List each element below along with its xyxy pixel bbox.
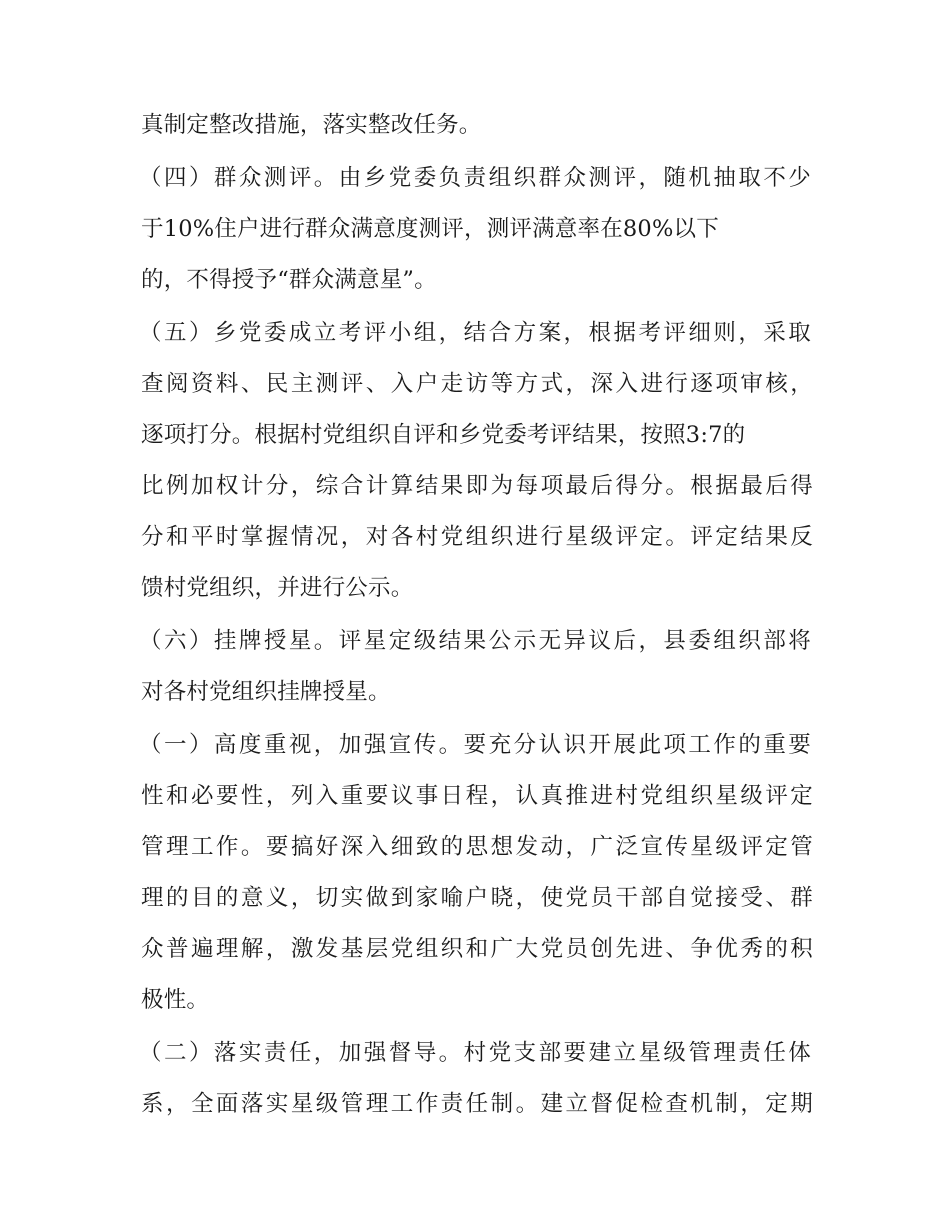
text-line-15: 管理工作。要搞好深入细致的思想发动，广泛宣传星级评定管 bbox=[141, 834, 813, 860]
text-line-18: 极性。 bbox=[141, 987, 210, 1013]
text-line-2: （四）群众测评。由乡党委负责组织群众测评，随机抽取不少 bbox=[139, 165, 811, 191]
text-line-20: 系，全面落实星级管理工作责任制。建立督促检查机制，定期 bbox=[141, 1091, 813, 1117]
text-line-10: 馈村党组织，并进行公示。 bbox=[141, 575, 414, 601]
text-line-19: （二）落实责任，加强督导。村党支部要建立星级管理责任体 bbox=[139, 1040, 811, 1066]
text-line-6: 查阅资料、民主测评、入户走访等方式，深入进行逐项审核， bbox=[141, 371, 813, 397]
text-line-12: 对各村党组织挂牌授星。 bbox=[141, 679, 391, 705]
text-line-1: 真制定整改措施，落实整改任务。 bbox=[141, 112, 482, 138]
text-line-4: 的，不得授予“群众满意星”。 bbox=[141, 267, 437, 293]
text-line-11: （六）挂牌授星。评星定级结果公示无异议后，县委组织部将 bbox=[139, 628, 811, 654]
text-line-17: 众普遍理解，激发基层党组织和广大党员创先进、争优秀的积 bbox=[141, 936, 813, 962]
text-line-7: 逐项打分。根据村党组织自评和乡党委考评结果，按照3:7的 bbox=[141, 422, 746, 448]
text-line-9: 分和平时掌握情况，对各村党组织进行星级评定。评定结果反 bbox=[141, 524, 813, 550]
text-line-8: 比例加权计分，综合计算结果即为每项最后得分。根据最后得 bbox=[141, 473, 813, 499]
text-line-13: （一）高度重视，加强宣传。要充分认识开展此项工作的重要 bbox=[139, 732, 811, 758]
text-line-5: （五）乡党委成立考评小组，结合方案，根据考评细则，采取 bbox=[139, 320, 811, 346]
text-line-3: 于10%住户进行群众满意度测评，测评满意率在80%以下 bbox=[141, 216, 719, 242]
text-line-14: 性和必要性，列入重要议事日程，认真推进村党组织星级评定 bbox=[141, 783, 813, 809]
text-line-16: 理的目的意义，切实做到家喻户晓，使党员干部自觉接受、群 bbox=[141, 885, 813, 911]
